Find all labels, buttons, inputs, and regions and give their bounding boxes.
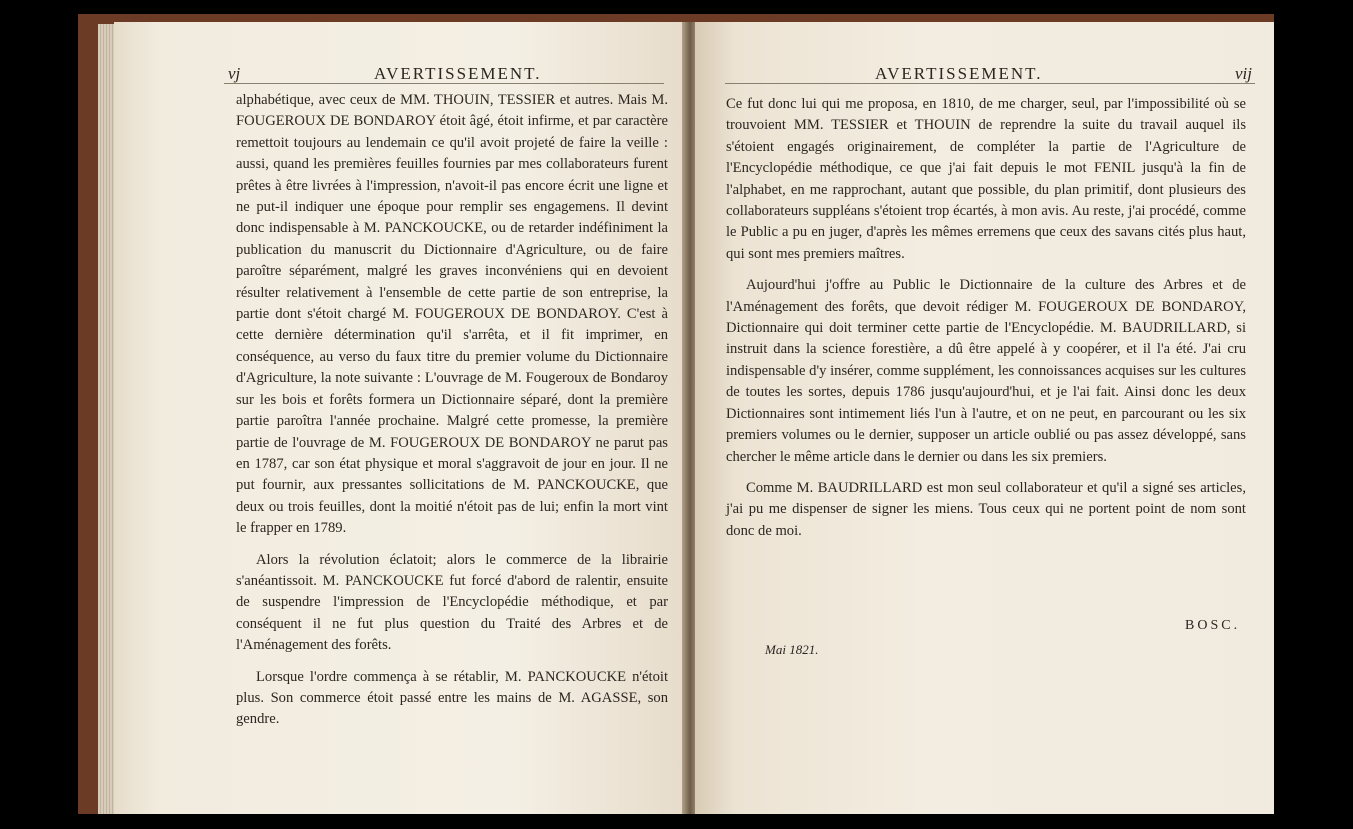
open-book [78,14,1274,814]
left-page-text [236,90,668,731]
left-page-number: vj [228,64,241,83]
left-paragraph-3: Lorsque l'ordre commença à se rétablir, M. PANCKOUCKE n'étoit plus. Son commerce étoit passé entre les mains de M. AGASSE, son gendre. [236,668,668,728]
right-paragraph-3: Comme M. BAUDRILLARD est mon seul collaborateur et qu'il a signé ses articles, j'ai pu me dispenser de signer les miens. Tous ceux qui ne portent point de nom sont donc de moi. [726,479,1246,539]
right-page-text [726,94,1246,542]
left-head-rule [224,83,664,84]
right-page-number: vij [1235,64,1252,83]
right-head-rule [725,83,1255,84]
signature-date: Mai 1821. [765,642,819,657]
author-signature: BOSC. [1185,618,1241,633]
right-running-head: AVERTISSEMENT. [875,64,1043,83]
page-edges [98,24,114,814]
left-page [114,22,684,814]
left-paragraph-2: Alors la révolution éclatoit; alors le commerce de la librairie s'anéantissoit. M. PANCKOUCKE fut forcé d'abord de ralentir, ensuite de suspendre l'impression de l'Encyclopédie méthodique, et par conséquent il ne fut plus question du Traité des Arbres et de l'Aménagement des forêts. [236,551,668,654]
left-running-head: AVERTISSEMENT. [374,64,542,83]
left-paragraph-1: alphabétique, avec ceux de MM. THOUIN, TESSIER et autres. Mais M. FOUGEROUX DE BONDAROY étoit âgé, étoit infirme, et par caractère remettoit toujours au lendemain ce qu'il avoit projeté de faire la veille : aussi, quand les premières feuilles fournies par mes collaborateurs furent prêtes à être livrées à l'impression, n'avoit-il pas encore écrit une ligne et ne put-il indiquer une époque pour remplir ses engagemens. Il devint donc indispensable à M. PANCKOUCKE, ou de retarder indéfiniment la publication du manuscrit du Dictionnaire d'Agriculture, ou de faire paroître séparément, malgré les graves inconvéniens qui en devoient résulter relativement à l'ensemble de cette partie de son entreprise, la partie dont s'étoit chargé M. FOUGEROUX DE BONDAROY. C'est à cette dernière détermination qu'il s'arrêta, et il fit imprimer, en conséquence, au verso du faux titre du premier volume du Dictionnaire d'Agriculture, la note suivante : L'ouvrage de M. Fougeroux de Bondaroy sur les bois et forêts formera un Dictionnaire séparé, dont la première partie paroîtra l'année prochaine. Malgré cette promesse, la première partie de l'ouvrage de M. FOUGEROUX DE BONDAROY ne parut pas en 1787, car son état physique et moral s'aggravoit de jour en jour. Il ne put fournir, aux pressantes sollicitations de M. PANCKOUCKE, que deux ou trois feuilles, dont la moitié n'étoit pas de lui; enfin la mort vint le frapper en 1789. [236,92,668,537]
right-paragraph-1: Ce fut donc lui qui me proposa, en 1810, de me charger, seul, par l'impossibilité où se trouvoient MM. TESSIER et THOUIN de reprendre la suite du travail auquel ils s'étoient engagés originairement, de compléter la partie de l'Agriculture de l'Encyclopédie méthodique, ce que j'ai fait depuis le mot FENIL jusqu'à la fin de l'alphabet, en me rapprochant, autant que possible, du plan primitif, dont plusieurs des collaborateurs suppléans s'étoient trop écartés, à mon avis. Au reste, j'ai procédé, comme le Public a pu en juger, d'après les mêmes erremens que ceux des savans cités plus haut, qui sont mes premiers maîtres. [726,96,1246,262]
right-page [695,22,1274,814]
right-paragraph-2: Aujourd'hui j'offre au Public le Dictionnaire de la culture des Arbres et de l'Aménagement des forêts, que devoit rédiger M. FOUGEROUX DE BONDAROY, Dictionnaire qui doit terminer cette partie de l'Encyclopédie. M. BAUDRILLARD, si instruit dans la science forestière, a dû être appelé à y coopérer, et il l'a été. J'ai cru indispensable d'y insérer, comme supplément, les connoissances acquises sur les cultures de toutes les sortes, depuis 1786 jusqu'aujourd'hui, et je l'ai fait. Ainsi donc les deux Dictionnaires sont intimement liés l'un à l'autre, et on ne peut, en parcourant ou les six premiers volumes ou le dernier, supposer un article oublié ou pas assez développé, sans chercher le même article dans le dernier ou dans les six premiers. [726,277,1246,465]
